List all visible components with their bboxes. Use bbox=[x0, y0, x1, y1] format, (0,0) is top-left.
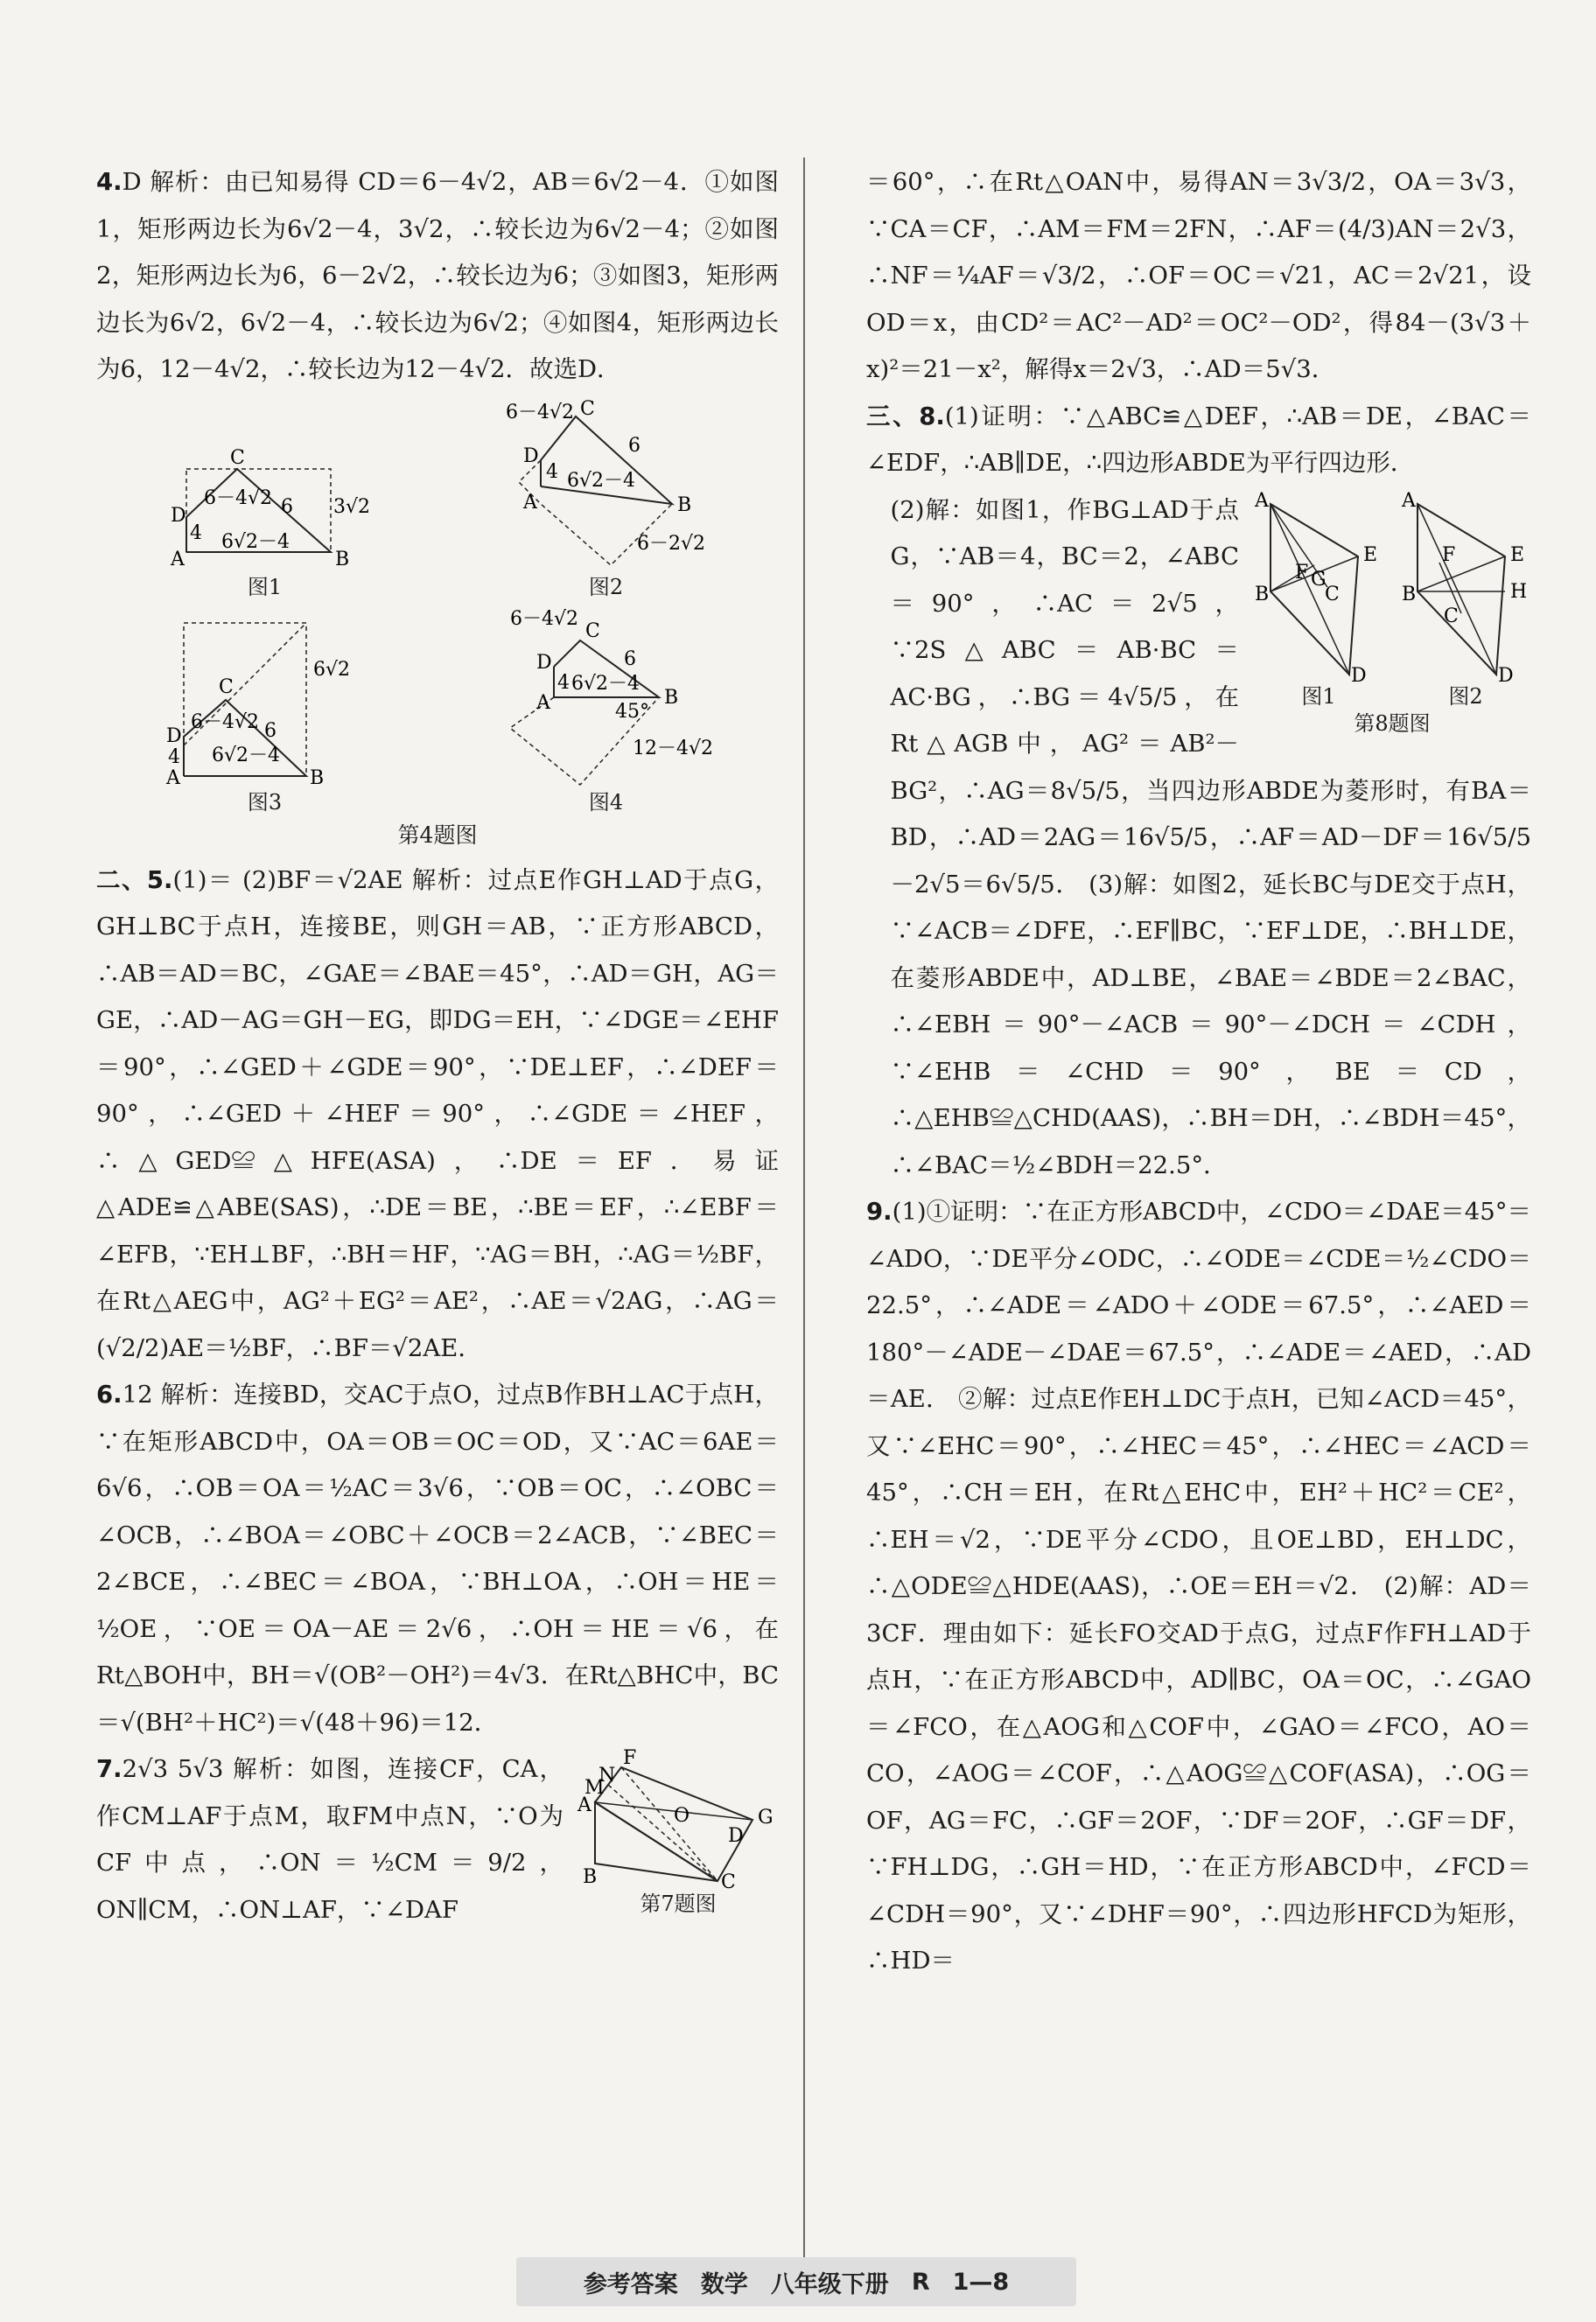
figure-8-caption: 第8题图 bbox=[1354, 710, 1431, 736]
figure-1-caption: 图1 bbox=[247, 574, 283, 599]
fig3-seg-5: 6√2 bbox=[312, 658, 350, 681]
page-footer bbox=[516, 2257, 1076, 2306]
fig4-seg-2: 6 bbox=[623, 647, 636, 670]
fig2-label-C: C bbox=[579, 397, 595, 420]
fig2-label-B: B bbox=[676, 493, 691, 516]
figure-8-1-diagram bbox=[1253, 489, 1384, 687]
fig8-1-label-C: C bbox=[1325, 583, 1340, 605]
fig3-seg-4: 6√2－4 bbox=[211, 744, 280, 766]
figure-8-panels bbox=[1253, 491, 1531, 710]
fig8-1-label-A: A bbox=[1255, 489, 1269, 512]
fig3-seg-1: 6－4√2 bbox=[190, 710, 259, 733]
fig8-2-label-E: E bbox=[1510, 543, 1525, 566]
fig4-seg-3: 4 bbox=[556, 671, 570, 694]
q7-number: 7. bbox=[96, 1755, 122, 1783]
figure-8-2-diagram bbox=[1400, 489, 1531, 687]
fig8-2-label-A: A bbox=[1402, 489, 1416, 512]
fig7-label-C: C bbox=[721, 1871, 736, 1893]
fig8-1-label-E: E bbox=[1363, 543, 1378, 566]
figure-3 bbox=[164, 614, 366, 815]
footer-grade: 八年级下册 bbox=[770, 2270, 889, 2298]
figure-3-diagram bbox=[164, 614, 366, 789]
figure-4-diagram bbox=[501, 605, 711, 789]
q4-paragraph bbox=[96, 159, 779, 394]
fig8-2-label-B: B bbox=[1402, 583, 1417, 605]
left-column bbox=[96, 159, 779, 2294]
footer-code: R bbox=[911, 2268, 930, 2296]
fig2-seg-5: 6－2√2 bbox=[636, 532, 705, 555]
figure-2-diagram bbox=[506, 399, 707, 574]
fig7-label-N: N bbox=[598, 1765, 616, 1787]
figure-3-caption: 图3 bbox=[247, 789, 283, 815]
fig8-2-label-F: F bbox=[1442, 543, 1456, 566]
fig2-label-A: A bbox=[522, 491, 537, 514]
fig2-seg-2: 6 bbox=[627, 434, 640, 457]
fig7-label-G: G bbox=[758, 1807, 774, 1829]
figure-7 bbox=[578, 1747, 779, 1918]
fig1-seg-1: 6－4√2 bbox=[203, 486, 272, 509]
q4-figures-top bbox=[96, 399, 779, 600]
fig7-label-B: B bbox=[583, 1866, 598, 1888]
figure-1 bbox=[169, 443, 370, 600]
fig8-1-label-F: F bbox=[1295, 561, 1309, 584]
figure-1-diagram bbox=[169, 443, 370, 574]
fig1-seg-2: 6 bbox=[280, 495, 293, 518]
q6-text: 12 解析：连接BD，交AC于点O，过点B作BH⊥AC于点H，∵在矩形ABCD中，OA＝OB＝OC＝OD，又∵AC＝6AE＝6√6，∴OB＝OA＝½AC＝3√6，∵OB＝OC，∴∠OBC＝∠OCB，∴∠BOA＝∠OBC＋∠OCB＝2∠ACB，∵∠BEC＝2∠BCE，∴∠BEC＝∠BOA，∵BH⊥OA，∴OH＝HE＝½OE，∵OE＝OA－AE＝2√6，∴OH＝HE＝√6，在Rt△BOH中，BH＝√(OB²－OH²)＝4√3．在Rt△BHC中，BC＝√(BH²＋HC²)＝√(48＋96)＝12． bbox=[96, 1381, 779, 1737]
figure-2 bbox=[506, 399, 707, 600]
footer-title: 参考答案 bbox=[583, 2270, 678, 2298]
q6-paragraph bbox=[96, 1372, 779, 1746]
fig4-seg-4: 6√2－4 bbox=[570, 672, 640, 695]
fig8-1-label-G: G bbox=[1311, 568, 1326, 591]
fig8-1-label-D: D bbox=[1351, 664, 1367, 687]
fig7-label-D: D bbox=[728, 1825, 744, 1847]
column-divider bbox=[803, 157, 805, 2292]
figure-4 bbox=[501, 605, 711, 815]
fig8-1-label-B: B bbox=[1255, 583, 1270, 605]
q8-part1-text: (1)证明：∵△ABC≌△DEF，∴AB＝DE，∠BAC＝∠EDF，∴AB∥DE，∴四边形ABDE为平行四边形． bbox=[866, 402, 1531, 477]
figure-8-2-caption: 图2 bbox=[1448, 683, 1483, 709]
q5-paragraph bbox=[96, 857, 779, 1373]
fig1-label-B: B bbox=[334, 548, 349, 570]
q4-text: D 解析：由已知易得 CD＝6－4√2，AB＝6√2－4．①如图1，矩形两边长为6√2－4，3√2，∴较长边为6√2－4；②如图2，矩形两边长为6，6－2√2，∴较长边为6；③如图3，矩形两边长为6√2，6√2－4，∴较长边为6√2；④如图4，矩形两边长为6，12－4√2，∴较长边为12－4√2．故选D． bbox=[96, 168, 779, 383]
fig1-seg-4: 6√2－4 bbox=[220, 530, 290, 553]
footer-subject: 数学 bbox=[700, 2270, 748, 2298]
figure-7-diagram bbox=[578, 1747, 779, 1893]
fig7-label-O: O bbox=[674, 1805, 690, 1827]
fig7-label-M: M bbox=[584, 1777, 605, 1799]
fig3-label-D: D bbox=[165, 724, 182, 747]
q4-figures-bottom bbox=[96, 605, 779, 815]
fig8-2-label-H: H bbox=[1510, 580, 1528, 603]
fig4-label-A: A bbox=[536, 691, 550, 714]
q8-part1 bbox=[866, 394, 1531, 487]
q5-number: 二、5. bbox=[96, 865, 173, 894]
footer-page-number: 1—8 bbox=[952, 2268, 1010, 2296]
q8-part2: (2)解：如图1，作BG⊥AD于点G，∵AB＝4，BC＝2，∠ABC＝90°，∴AC＝2√5，∵2S△ABC＝AB·BC＝AC·BG，∴BG＝4√5/5，在Rt△AGB中，AG²＝AB²－BG²，∴AG＝8√5/5，当四边形ABDE为菱形时，有BA＝BD，∴AD＝2AG＝16√5/5，∴AF＝AD－DF＝16√5/5－2√5＝6√5/5． (3)解：如图2，延长BC与DE交于点H，∵∠ACB＝∠DFE，∴EF∥BC，∵EF⊥DE，∴BH⊥DE，在菱形ABDE中，AD⊥BE，∠BAE＝∠BDE＝2∠BAC，∴∠EBH＝90°－∠ACB＝90°－∠DCH＝∠CDH，∵∠EHB＝∠CHD＝90°，BE＝CD，∴△EHB≌△CHD(AAS)，∴BH＝DH，∴∠BDH＝45°，∴∠BAC＝½∠BDH＝22.5°． bbox=[890, 495, 1531, 1179]
fig2-seg-3: 4 bbox=[545, 460, 558, 483]
fig4-label-D: D bbox=[536, 651, 552, 674]
q6-number: 6. bbox=[96, 1381, 122, 1409]
figure-2-caption: 图2 bbox=[588, 574, 624, 599]
q4-figure-caption: 第4题图 bbox=[397, 822, 478, 848]
q5-text: (1)＝ (2)BF＝√2AE 解析：过点E作GH⊥AD于点G，GH⊥BC于点H，连接BE，则GH＝AB，∵正方形ABCD，∴AB＝AD＝BC，∠GAE＝∠BAE＝45°，∴AD＝GH，AG＝GE，∴AD－AG＝GH－EG，即DG＝EH，∵∠DGE＝∠EHF＝90°，∴∠GED＋∠GDE＝90°，∵DE⊥EF，∴∠DEF＝90°，∴∠GED＋∠HEF＝90°，∴∠GDE＝∠HEF，∴△GED≌△HFE(ASA)，∴DE＝EF．易证△ADE≌△ABE(SAS)，∴DE＝BE，∴BE＝EF，∴∠EBF＝∠EFB，∵EH⊥BF，∴BH＝HF，∵AG＝BH，∴AG＝½BF，在Rt△AEG中，AG²＋EG²＝AE²，∴AE＝√2AG，∴AG＝(√2/2)AE＝½BF，∴BF＝√2AE． bbox=[96, 865, 779, 1362]
fig3-seg-2: 6 bbox=[263, 719, 276, 742]
fig1-seg-3: 4 bbox=[189, 521, 202, 544]
fig2-label-D: D bbox=[522, 444, 539, 467]
fig3-seg-3: 4 bbox=[167, 745, 180, 768]
figure-7-caption: 第7题图 bbox=[640, 1892, 717, 1916]
q9-number: 9. bbox=[866, 1198, 892, 1226]
fig3-label-A: A bbox=[165, 766, 180, 789]
q7-continued: ＝60°，∴在Rt△OAN中，易得AN＝3√3/2，OA＝3√3，∵CA＝CF，∴AM＝FM＝2FN，∴AF＝(4/3)AN＝2√3，∴NF＝¼AF＝√3/2，∴OF＝OC＝√21，AC＝2√21，设OD＝x，由CD²＝AC²－AD²＝OC²－OD²，得84－(3√3＋x)²＝21－x²，解得x＝2√3，∴AD＝5√3． bbox=[866, 168, 1531, 383]
q7-text: 2√3 5√3 解析：如图，连接CF，CA，作CM⊥AF于点M，取FM中点N，∵O为CF中点，∴ON＝½CM＝9/2，ON∥CM，∴ON⊥AF，∵∠DAF bbox=[96, 1755, 564, 1924]
right-column bbox=[866, 159, 1531, 2294]
figure-8-1 bbox=[1253, 491, 1384, 710]
figure-8-2 bbox=[1400, 491, 1531, 710]
q9-paragraph bbox=[866, 1189, 1531, 1985]
figure-4-caption: 图4 bbox=[588, 789, 624, 815]
fig3-label-B: B bbox=[309, 766, 324, 789]
q8-number: 三、8. bbox=[866, 402, 945, 430]
fig4-label-B: B bbox=[663, 686, 678, 709]
fig4-seg-1: 6－4√2 bbox=[509, 607, 578, 630]
fig7-label-F: F bbox=[623, 1747, 637, 1769]
fig1-label-D: D bbox=[170, 504, 186, 527]
fig2-seg-4: 6√2－4 bbox=[566, 469, 635, 492]
fig4-seg-5: 45° bbox=[614, 700, 649, 723]
q9-text: (1)①证明：∵在正方形ABCD中，∠CDO＝∠DAE＝45°＝∠ADO，∵DE平分∠ODC，∴∠ODE＝∠CDE＝½∠CDO＝22.5°，∴∠ADE＝∠ADO＋∠ODE＝67.5°，∴∠AED＝180°－∠ADE－∠DAE＝67.5°，∴∠ADE＝∠AED，∴AD＝AE． ②解：过点E作EH⊥DC于点H，已知∠ACD＝45°，又∵∠EHC＝90°，∴∠HEC＝45°，∴∠HEC＝∠ACD＝45°，∴CH＝EH，在Rt△EHC中，EH²＋HC²＝CE²，∴EH＝√2，∵DE平分∠CDO，且OE⊥BD，EH⊥DC，∴△ODE≌△HDE(AAS)，∴OE＝EH＝√2． (2)解：AD＝3CF．理由如下：延长FO交AD于点G，过点F作FH⊥AD于点H，∵在正方形ABCD中，AD∥BC，OA＝OC，∴∠GAO＝∠FCO，在△AOG和△COF中，∠GAO＝∠FCO，AO＝CO，∠AOG＝∠COF，∴△AOG≌△COF(ASA)，∴OG＝OF，AG＝FC，∴GF＝2OF，∵DF＝2OF，∴GF＝DF，∵FH⊥DG，∴GH＝HD，∵在正方形ABCD中，∠FCD＝∠CDH＝90°，又∵∠DHF＝90°，∴四边形HFCD为矩形，∴HD＝ bbox=[866, 1198, 1531, 1975]
fig1-seg-5: 3√2 bbox=[332, 495, 370, 518]
fig8-2-label-D: D bbox=[1498, 664, 1514, 687]
fig3-label-C: C bbox=[218, 675, 234, 698]
fig4-label-C: C bbox=[584, 619, 600, 642]
figure-8 bbox=[1253, 491, 1531, 738]
fig7-label-A: A bbox=[578, 1794, 592, 1816]
fig4-seg-6: 12－4√2 bbox=[632, 737, 713, 759]
fig2-seg-1: 6－4√2 bbox=[505, 401, 574, 423]
fig8-2-label-C: C bbox=[1444, 605, 1459, 627]
fig1-label-A: A bbox=[170, 548, 185, 570]
q4-number: 4. bbox=[96, 168, 122, 196]
figure-8-1-caption: 图1 bbox=[1301, 683, 1336, 709]
fig1-label-C: C bbox=[229, 446, 245, 469]
